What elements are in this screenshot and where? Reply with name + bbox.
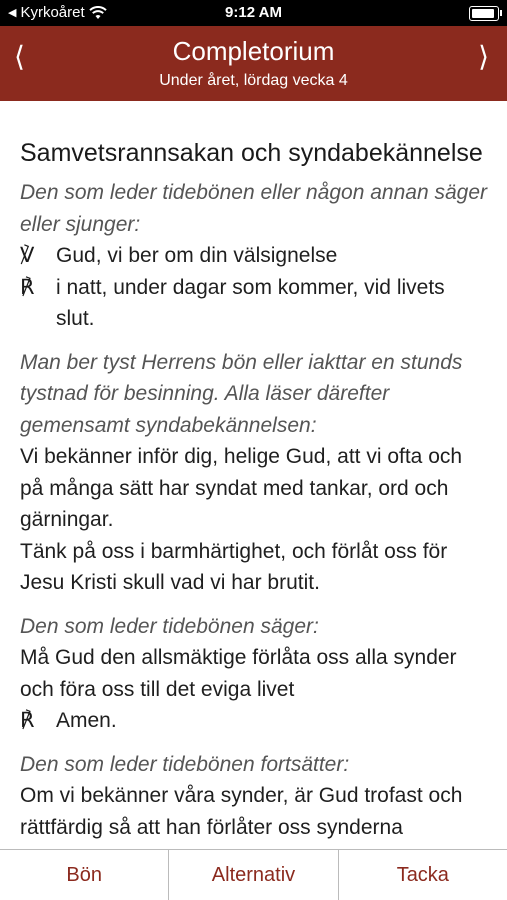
next-chevron-icon[interactable]: ⟩ xyxy=(478,41,489,72)
amen-text: Amen. xyxy=(56,709,117,732)
tab-bon[interactable]: Bön xyxy=(66,863,102,886)
section-heading: Samvetsrannsakan och syndabekännelse xyxy=(20,139,483,167)
rubric-intro-4: Den som leder tidebönen fortsätter: xyxy=(20,752,350,776)
status-bar xyxy=(0,0,507,26)
page-title: Completorium xyxy=(172,36,335,66)
back-to-app-icon[interactable]: ◀ xyxy=(8,7,17,19)
amen-row xyxy=(20,705,487,737)
rubric-intro-1: Den som leder tidebönen eller någon annan säger eller sjunger: xyxy=(20,181,487,236)
confession-text-2: Tänk på oss i barmhärtighet, och förlåt oss för Jesu Kristi skull vad vi har brutit. xyxy=(20,539,448,594)
status-time: 9:12 AM xyxy=(225,4,282,21)
rubric-intro-3: Den som leder tidebönen säger: xyxy=(20,614,319,638)
response-symbol: ℟ xyxy=(20,708,35,732)
absolution-text: Må Gud den allsmäktige förlåta oss alla synder och föra oss till det eviga livet xyxy=(20,646,457,701)
tab-alternativ[interactable]: Alternativ xyxy=(168,850,337,900)
response-text: i natt, under dagar som kommer, vid livets slut. xyxy=(56,275,445,330)
carrier-label: Kyrkoåret xyxy=(20,4,85,21)
navigation-bar xyxy=(0,26,507,101)
response-symbol: ℟ xyxy=(20,274,35,299)
rubric-intro-2: Man ber tyst Herrens bön eller iakttar en stunds tystnad för besinning. Alla läser därefter gemensamt syndabekännelsen: xyxy=(20,350,463,437)
versicle-row xyxy=(20,240,487,272)
confession-text-1: Vi bekänner inför dig, helige Gud, att vi ofta och på många sätt har syndat med tankar, ord och gärningar. xyxy=(20,445,463,531)
previous-chevron-icon[interactable]: ⟨ xyxy=(14,41,25,72)
prayer-content[interactable] xyxy=(0,101,507,850)
versicle-text: Gud, vi ber om din välsignelse xyxy=(56,244,338,267)
response-row xyxy=(20,272,487,335)
continuation-text: Om vi bekänner våra synder, är Gud trofast och rättfärdig så att han förlåter oss synderna xyxy=(20,784,463,839)
tab-tacka[interactable]: Tacka xyxy=(338,850,507,900)
page-subtitle: Under året, lördag vecka 4 xyxy=(159,72,348,89)
battery-icon xyxy=(469,6,499,21)
versicle-symbol: ℣ xyxy=(20,243,35,267)
bottom-tab-bar xyxy=(0,849,507,900)
